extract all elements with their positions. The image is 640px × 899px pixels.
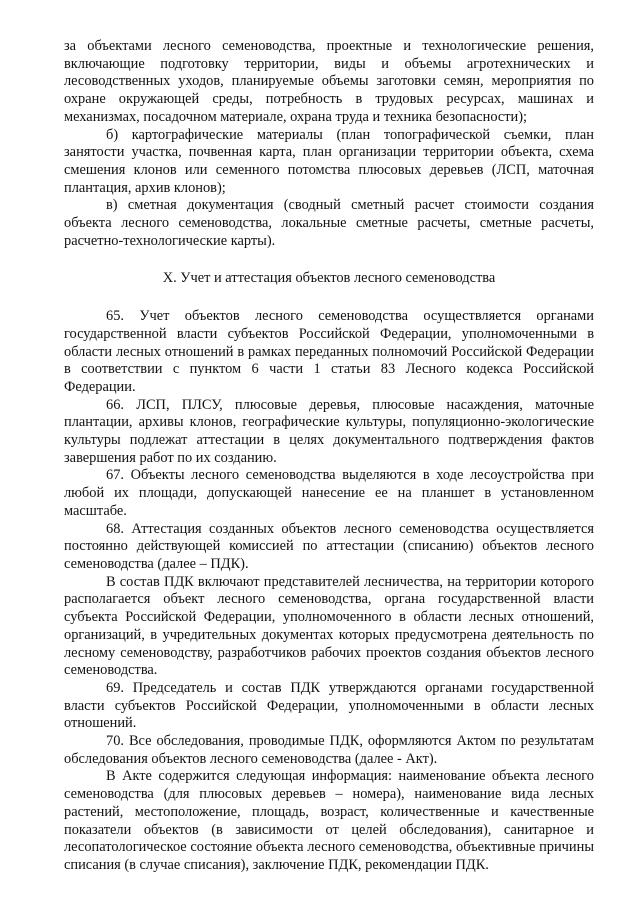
- paragraph-pdk-composition: В состав ПДК включают представителей лесничества, на территории которого располагается объект лесного семеноводства, органа государственной власти субъекта Российской Федерации, уполномоченного в области лесных отношений, организаций, в учредительных документах которых предусмотрена деятельность по лесному семеноводству, разработчиков рабочих проектов создания объектов лесного семеноводства.: [64, 573, 594, 679]
- paragraph-item-b: б) картографические материалы (план топографической съемки, план занятости участка, почвенная карта, план организации территории объекта, схема смешения клонов или семенного потомства плюсовых деревьев (ЛСП, маточная плантация, архив клонов);: [64, 126, 594, 196]
- paragraph-68: 68. Аттестация созданных объектов лесного семеноводства осуществляется постоянно действующей комиссией по аттестации (списанию) объектов лесного семеноводства (далее – ПДК).: [64, 520, 594, 572]
- paragraph-67: 67. Объекты лесного семеноводства выделяются в ходе лесоустройства при любой их площади, допускающей нанесение ее на планшет в установленном масштабе.: [64, 467, 594, 519]
- paragraph-act-contents: В Акте содержится следующая информация: наименование объекта лесного семеноводства (для плюсовых деревьев – номера), наименование вида лесных растений, местоположение, площадь, возраст, количественные и качественные показатели объектов (в зависимости от целей обследования), санитарное и лесопатологическое состояние объекта лесного семеноводства, объективные причины списания (в случае списания), заключение ПДК, рекомендации ПДК.: [64, 768, 594, 873]
- paragraph-continuation: за объектами лесного семеноводства, проектные и технологические решения, включающие подготовку территории, виды и объемы агротехнических и лесоводственных уходов, планируемые объемы заготовки семян, мероприятия по охране окружающей среды, потребность в трудовых ресурсах, машинах и механизмах, посадочном материале, охрана труда и техника безопасности);: [64, 38, 594, 125]
- paragraph-65: 65. Учет объектов лесного семеноводства осуществляется органами государственной власти субъектов Российской Федерации, уполномоченными в области лесных отношений в рамках переданных полномочий Российской Федерации в соответствии с пунктом 6 части 1 статьи 83 Лесного кодекса Российской Федерации.: [64, 308, 594, 395]
- document-body: [64, 38, 594, 875]
- paragraph-70: 70. Все обследования, проводимые ПДК, оформляются Актом по результатам обследования объектов лесного семеноводства (далее - Акт).: [64, 733, 594, 767]
- paragraph-item-v: в) сметная документация (сводный сметный расчет стоимости создания объекта лесного семеноводства, локальные сметные расчеты, сметные расчеты, расчетно-технологические карты).: [64, 197, 594, 249]
- paragraph-66: 66. ЛСП, ПЛСУ, плюсовые деревья, плюсовые насаждения, маточные плантации, архивы клонов, географические культуры, популяционно-экологические культуры подлежат аттестации в целях документального подтверждения фактов завершения работ по их созданию.: [64, 396, 594, 466]
- paragraph-69: 69. Председатель и состав ПДК утверждаются органами государственной власти субъектов Российской Федерации, уполномоченными в области лесных отношений.: [64, 679, 594, 732]
- section-heading: X. Учет и аттестация объектов лесного семеноводства: [162, 270, 496, 287]
